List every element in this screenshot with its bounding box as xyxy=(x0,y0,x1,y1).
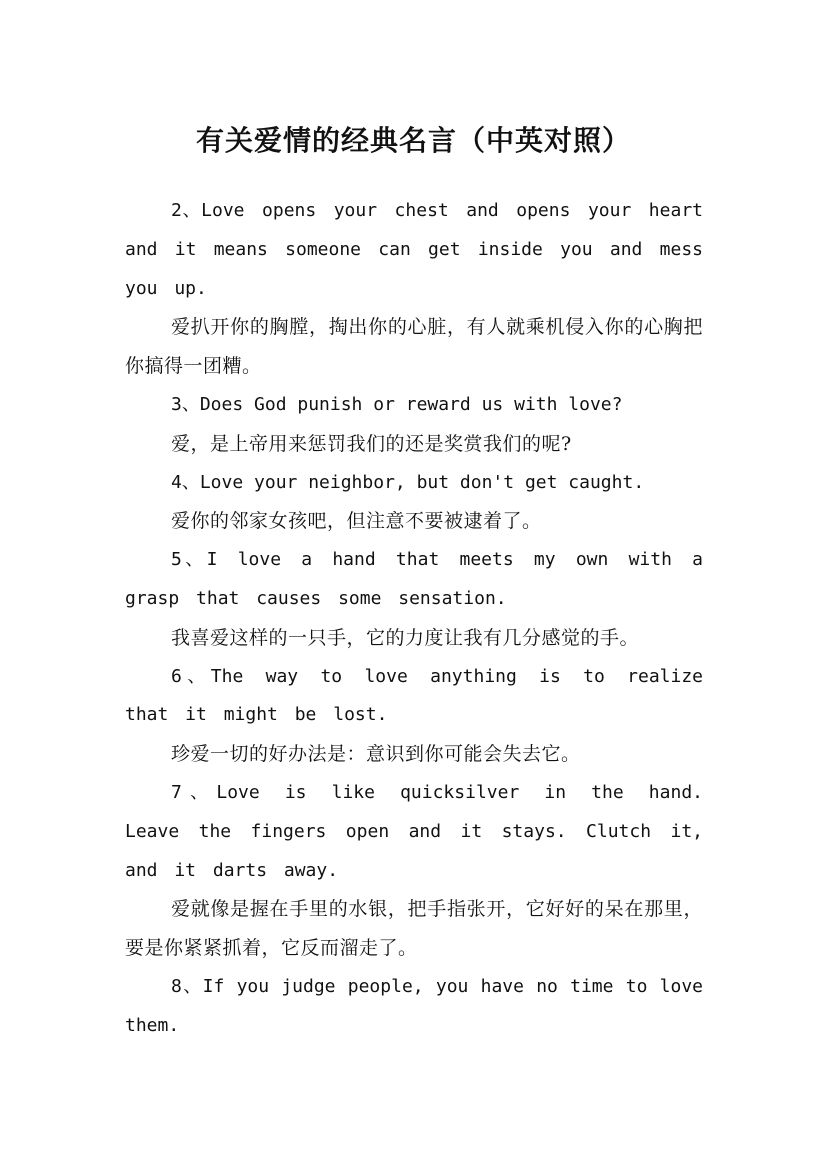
quote-8-english: 8、If you judge people, you have no time to love them. xyxy=(125,975,703,1036)
quote-6-chinese: 珍爱一切的好办法是：意识到你可能会失去它。 xyxy=(171,743,581,766)
quote-4-english: 4、Love your neighbor, but don't get caught. xyxy=(171,471,645,493)
quote-5-chinese: 我喜爱这样的一只手，它的力度让我有几分感觉的手。 xyxy=(171,626,640,649)
document-body xyxy=(125,192,703,1046)
quote-2-chinese: 爱扒开你的胸膛，掏出你的心脏，有人就乘机侵入你的心胸把你搞得一团糟。 xyxy=(125,316,703,378)
quote-7-chinese: 爱就像是握在手里的水银，把手指张开，它好好的呆在那里，要是你紧紧抓着，它反而溜走了。 xyxy=(125,898,703,960)
quote-4-chinese: 爱你的邻家女孩吧，但注意不要被逮着了。 xyxy=(171,510,542,533)
quote-3-english: 3、Does God punish or reward us with love? xyxy=(171,393,623,415)
quote-7-english: 7、Love is like quicksilver in the hand. Leave the fingers open and it stays. Clutch it, and it darts away. xyxy=(125,781,703,881)
quote-3-chinese: 爱，是上帝用来惩罚我们的还是奖赏我们的呢? xyxy=(171,432,572,455)
page-title: 有关爱情的经典名言（中英对照） xyxy=(195,123,631,157)
quote-5-english: 5、I love a hand that meets my own with a grasp that causes some sensation. xyxy=(125,549,703,609)
quote-2-english: 2、Love opens your chest and opens your heart and it means someone can get inside you and mess you up. xyxy=(125,200,703,299)
quote-6-english: 6、The way to love anything is to realize that it might be lost. xyxy=(125,665,703,726)
